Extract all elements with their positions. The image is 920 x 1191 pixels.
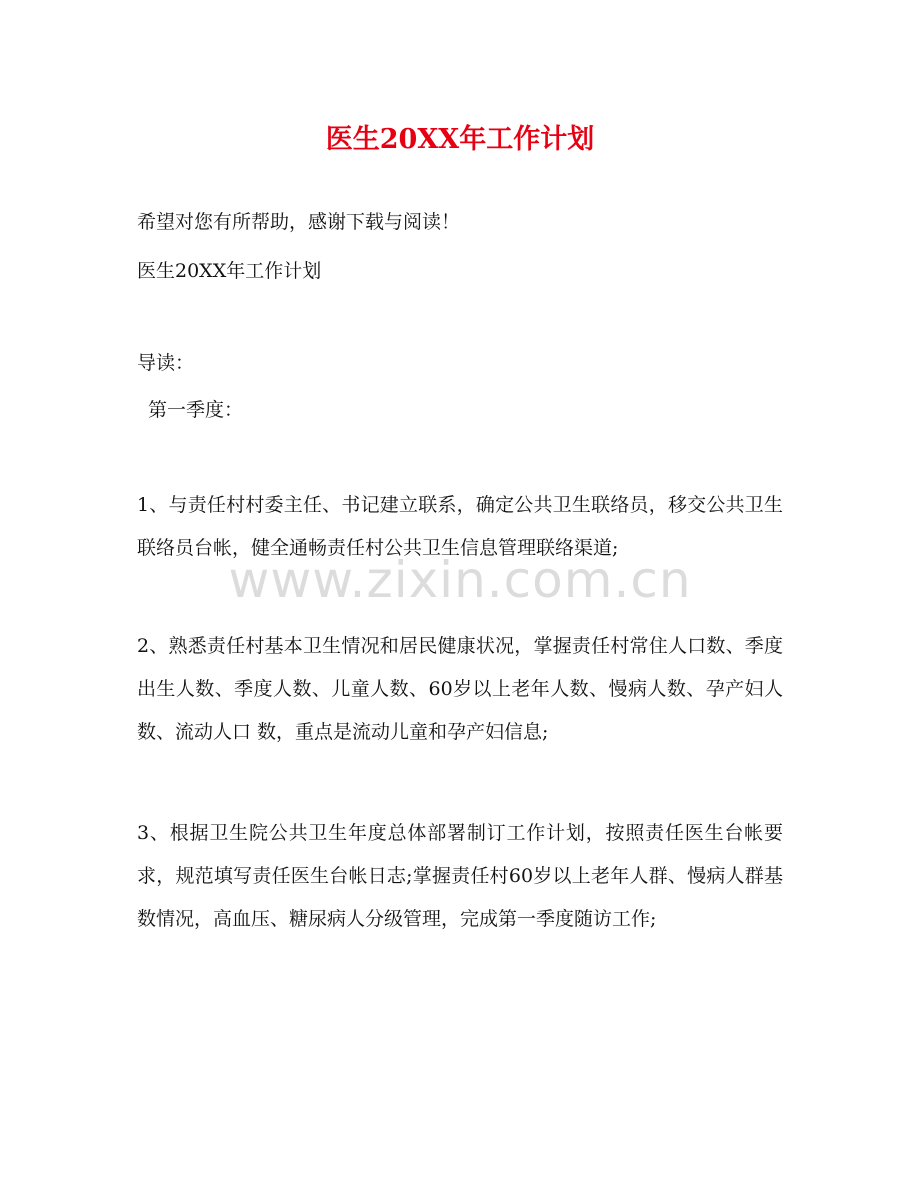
document-title: 医生20XX年工作计划: [325, 124, 595, 155]
watermark: www.zixin.com.cn: [228, 551, 692, 609]
paragraph-2: 2、熟悉责任村基本卫生情况和居民健康状况，掌握责任村常住人口数、季度出生人数、季度人数、儿童人数、60岁以上老年人数、慢病人数、孕产妇人数、流动人口 数，重点是流动儿童和孕产妇信息;: [137, 635, 783, 743]
paragraph-3: 3、根据卫生院公共卫生年度总体部署制订工作计划，按照责任医生台帐要求，规范填写责任医生台帐日志;掌握责任村60岁以上老年人群、慢病人群基数情况，高血压、糖尿病人分级管理，完成第一季度随访工作;: [137, 822, 783, 930]
subtitle-line: 医生20XX年工作计划: [137, 260, 322, 282]
paragraph-1: 1、与责任村村委主任、书记建立联系，确定公共卫生联络员，移交公共卫生联络员台帐，健全通畅责任村公共卫生信息管理联络渠道;: [137, 494, 783, 559]
quarter-heading: 第一季度：: [148, 399, 244, 421]
guide-heading: 导读：: [137, 352, 195, 374]
intro-line: 希望对您有所帮助，感谢下载与阅读！: [137, 211, 461, 233]
